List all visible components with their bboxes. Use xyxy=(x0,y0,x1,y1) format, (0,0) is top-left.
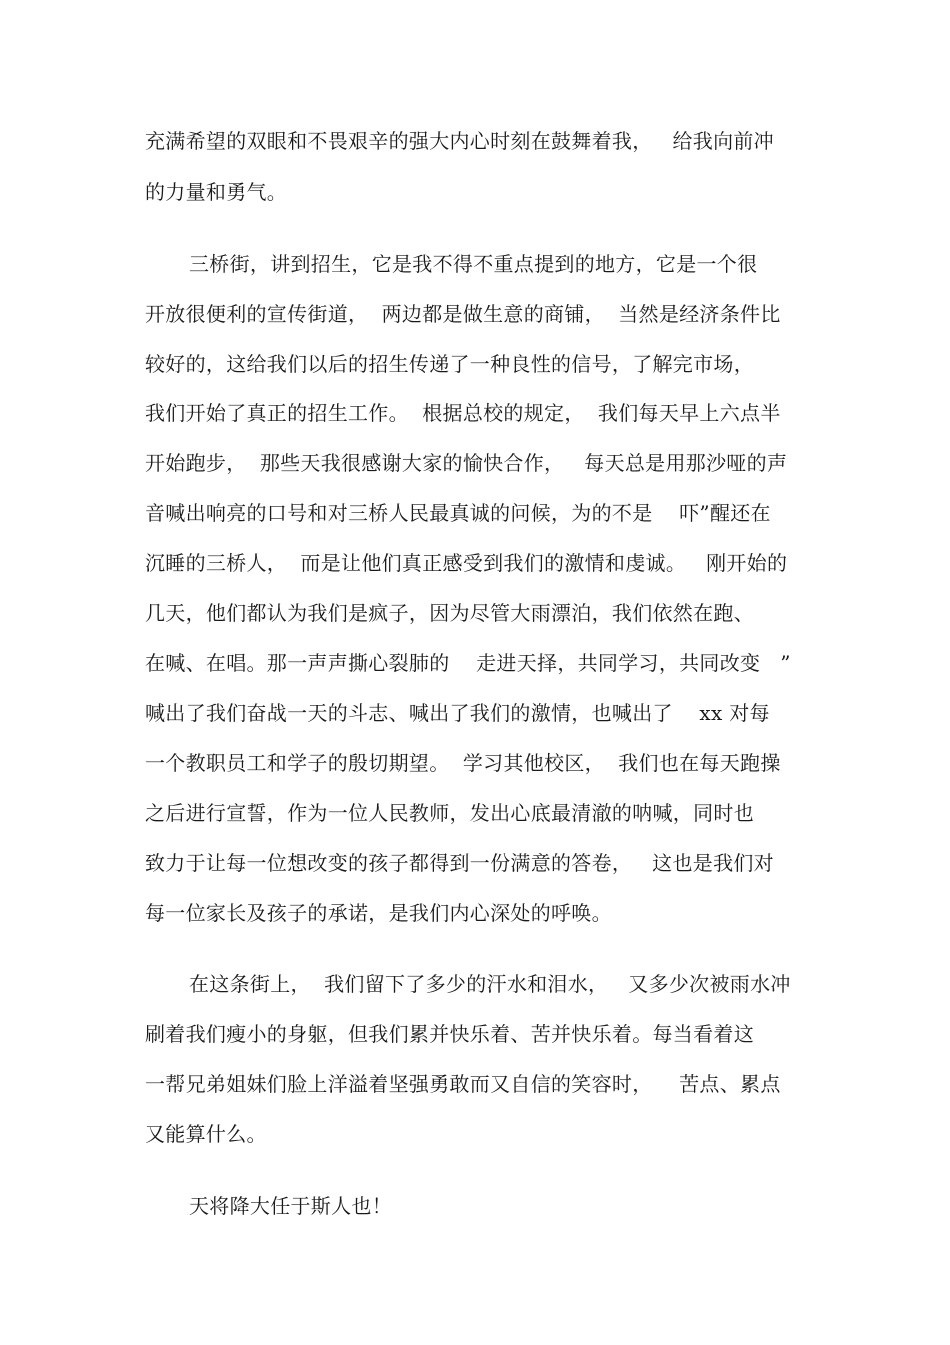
paragraph-3-line-4: 又能算什么。 xyxy=(145,1122,267,1146)
paragraph-2-line-2: 开放很便利的宣传街道， 两边都是做生意的商铺， 当然是经济条件比 xyxy=(145,302,781,326)
paragraph-3-line-1: 在这条街上， 我们留下了多少的汗水和泪水， 又多少次被雨水冲 xyxy=(189,972,791,996)
paragraph-3-line-2: 刷着我们瘦小的身躯，但我们累并快乐着、苦并快乐着。每当看着这 xyxy=(145,1022,754,1046)
paragraph-2-line-14: 每一位家长及孩子的承诺，是我们内心深处的呼唤。 xyxy=(145,901,612,925)
paragraph-2-line-8: 几天，他们都认为我们是疯子，因为尽管大雨漂泊，我们依然在跑、 xyxy=(145,601,754,625)
paragraph-2-line-6: 音喊出响亮的口号和对三桥人民最真诚的问候，为的不是 吓”醒还在 xyxy=(145,501,771,525)
paragraph-2-line-1: 三桥街，讲到招生，它是我不得不重点提到的地方，它是一个很 xyxy=(189,252,758,276)
paragraph-2-line-5: 开始跑步， 那些天我很感谢大家的愉快合作， 每天总是用那沙哑的声 xyxy=(145,451,788,475)
paragraph-2-line-4: 我们开始了真正的招生工作。 根据总校的规定， 我们每天早上六点半 xyxy=(145,401,781,425)
paragraph-2-line-12: 之后进行宣誓，作为一位人民教师，发出心底最清澈的呐喊，同时也 xyxy=(145,801,754,825)
paragraph-2-line-7: 沉睡的三桥人， 而是让他们真正感受到我们的激情和虔诚。 刚开始的 xyxy=(145,551,788,575)
paragraph-4-line-1: 天将降大任于斯人也！ xyxy=(189,1194,392,1218)
paragraph-2-line-13: 致力于让每一位想改变的孩子都得到一份满意的答卷， 这也是我们对 xyxy=(145,851,774,875)
paragraph-3-line-3: 一帮兄弟姐妹们脸上洋溢着坚强勇敢而又自信的笑容时， 苦点、累点 xyxy=(145,1072,781,1096)
paragraph-2-line-3: 较好的，这给我们以后的招生传递了一种良性的信号，了解完市场， xyxy=(145,352,754,376)
paragraph-2-line-10: 喊出了我们奋战一天的斗志、喊出了我们的激情，也喊出了 xx 对每 xyxy=(145,701,770,725)
paragraph-2-line-9: 在喊、在唱。那一声声撕心裂肺的 走进天择，共同学习，共同改变 ” xyxy=(145,651,791,675)
paragraph-2-line-11: 一个教职员工和学子的殷切期望。 学习其他校区， 我们也在每天跑操 xyxy=(145,751,781,775)
paragraph-1-line-2: 的力量和勇气。 xyxy=(145,180,288,204)
paragraph-1-line-1: 充满希望的双眼和不畏艰辛的强大内心时刻在鼓舞着我， 给我向前冲 xyxy=(145,129,774,153)
